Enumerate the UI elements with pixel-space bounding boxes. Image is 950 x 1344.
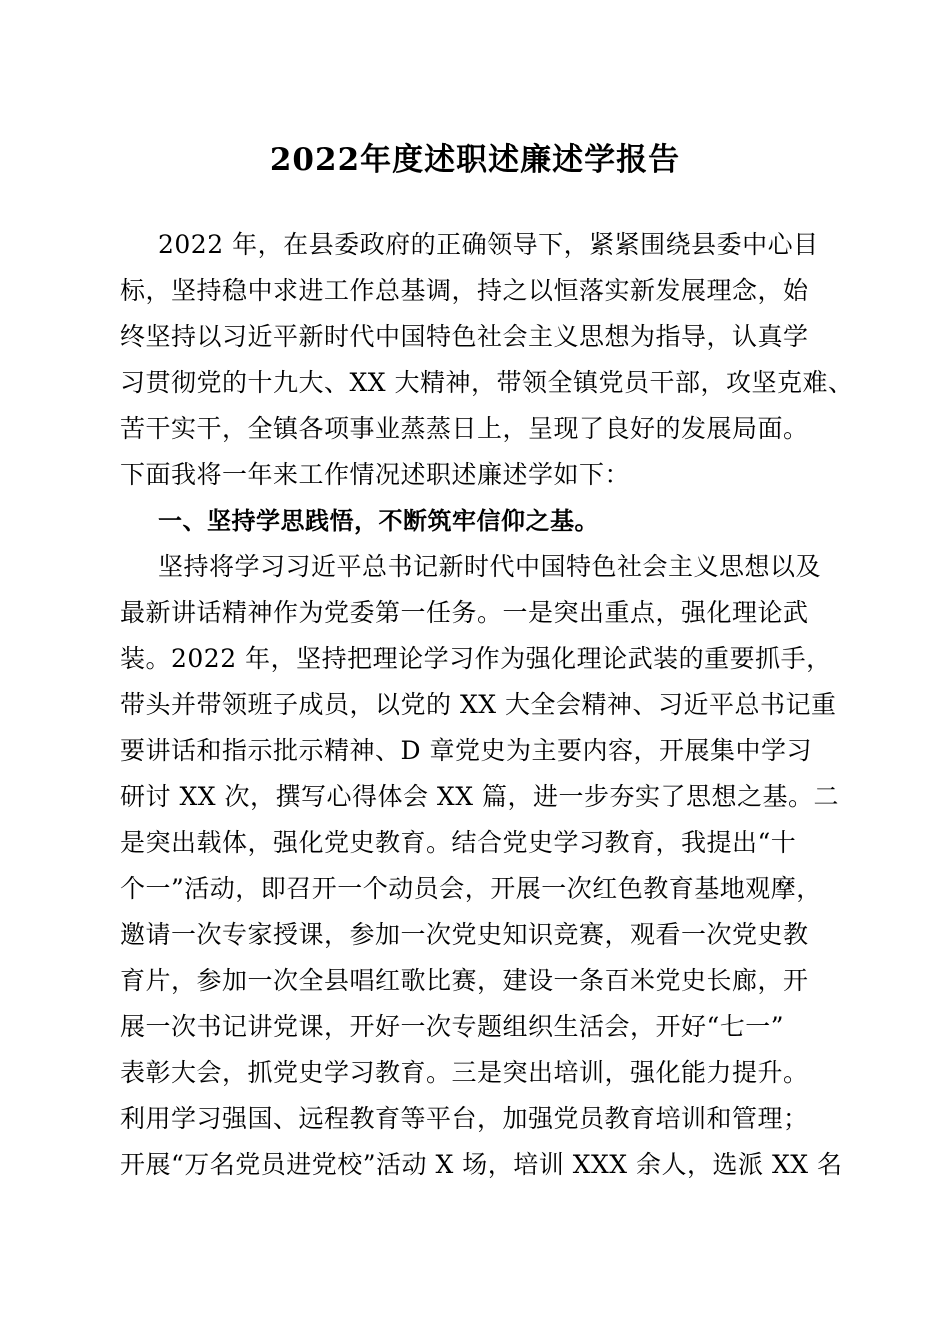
body-line-2: 标，坚持稳中求进工作总基调，持之以恒落实新发展理念，始: [120, 276, 809, 305]
section-heading-1: 一、坚持学思践悟，不断筑牢信仰之基。: [158, 507, 599, 535]
document-title: 2022年度述职述廉述学报告: [269, 142, 681, 178]
body-line-8: 坚持将学习习近平总书记新时代中国特色社会主义思想以及: [158, 552, 822, 581]
body-line-17: 育片，参加一次全县唱红歌比赛，建设一条百米党史长廊，开: [120, 966, 809, 995]
body-line-20: 利用学习强国、远程教育等平台，加强党员教育培训和管理；: [120, 1104, 809, 1133]
body-line-18: 展一次书记讲党课，开好一次专题组织生活会，开好“七一”: [120, 1012, 785, 1041]
body-line-10: 装。2022 年，坚持把理论学习作为强化理论武装的重要抓手，: [120, 644, 832, 673]
body-line-16: 邀请一次专家授课，参加一次党史知识竞赛，观看一次党史教: [120, 920, 809, 949]
body-line-5: 苦干实干，全镇各项事业蒸蒸日上，呈现了良好的发展局面。: [120, 414, 809, 443]
body-line-9: 最新讲话精神作为党委第一任务。一是突出重点，强化理论武: [120, 598, 809, 627]
body-line-12: 要讲话和指示批示精神、D 章党史为主要内容，开展集中学习: [120, 736, 812, 765]
body-line-21: 开展“万名党员进党校”活动 X 场，培训 XXX 余人，选派 XX 名: [120, 1150, 843, 1179]
body-line-14: 是突出载体，强化党史教育。结合党史学习教育，我提出“十: [120, 828, 797, 857]
body-line-4: 习贯彻党的十九大、XX 大精神，带领全镇党员干部，攻坚克难、: [120, 368, 854, 397]
body-line-11: 带头并带领班子成员，以党的 XX 大全会精神、习近平总书记重: [120, 690, 837, 719]
body-line-19: 表彰大会，抓党史学习教育。三是突出培训，强化能力提升。: [120, 1058, 809, 1087]
body-line-3: 终坚持以习近平新时代中国特色社会主义思想为指导，认真学: [120, 322, 809, 351]
body-line-1: 2022 年，在县委政府的正确领导下，紧紧围绕县委中心目: [158, 230, 819, 259]
body-line-13: 研讨 XX 次，撰写心得体会 XX 篇，进一步夯实了思想之基。二: [120, 782, 839, 811]
body-line-6: 下面我将一年来工作情况述职述廉述学如下：: [120, 460, 631, 489]
body-line-15: 个一”活动，即召开一个动员会，开展一次红色教育基地观摩，: [120, 874, 822, 903]
